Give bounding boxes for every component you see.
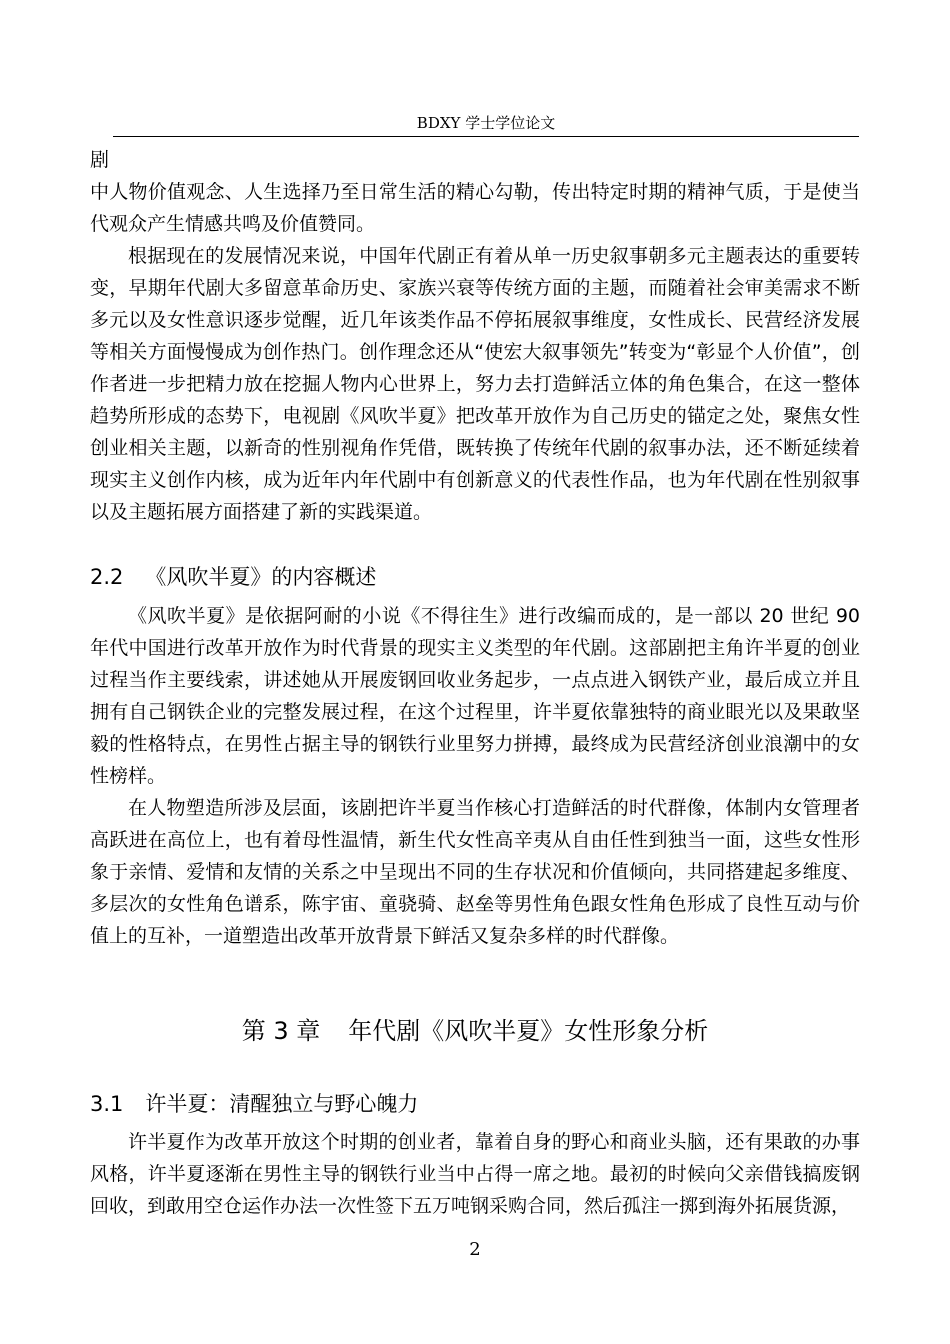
paragraph-xu-banxia: 许半夏作为改革开放这个时期的创业者，靠着自身的野心和商业头脑，还有果敢的办事风格，许半夏逐渐在男性主导的钢铁行业当中占得一席之地。最初的时候向父亲借钱搞废钢回收，到敢用空仓运作办法一次性签下五万吨钢采购合同，然后孤注一掷到海外拓展货源， [90, 1131, 860, 1217]
running-header [113, 112, 859, 137]
section-title: 《风吹半夏》的内容概述 [145, 565, 377, 589]
section-heading-3-1 [90, 1090, 418, 1118]
section-title: 许半夏：清醒独立与野心魄力 [145, 1092, 419, 1116]
page-number: 2 [469, 1239, 481, 1260]
chapter-number: 第 3 章 [241, 1017, 321, 1045]
section-number: 2.2 [90, 565, 124, 589]
paragraph-character-portrayal: 在人物塑造所涉及层面，该剧把许半夏当作核心打造鲜活的时代群像，体制内女管理者高跃进在高位上，也有着母性温情，新生代女性高辛夷从自由任性到独当一面，这些女性形象于亲情、爱情和友情的关系之中呈现出不同的生存状况和价值倾向，共同搭建起多维度、多层次的女性角色谱系，陈宇宙、童骁骑、赵垒等男性角色跟女性角色形成了良性互动与价值上的互补，一道塑造出改革开放背景下鲜活又复杂多样的时代群像。 [90, 797, 860, 947]
paragraph-content-overview: 《风吹半夏》是依据阿耐的小说《不得往生》进行改编而成的，是一部以 20 世纪 90 年代中国进行改革开放作为时代背景的现实主义类型的年代剧。这部剧把主角许半夏的创业过程当作主要线索，讲述她从开展废钢回收业务起步，一点点进入钢铁产业，最后成立并且拥有自己钢铁企业的完整发展过程，在这个过程里，许半夏依靠独特的商业眼光以及果敢坚毅的性格特点，在男性占据主导的钢铁行业里努力拼搏，最终成为民营经济创业浪潮中的女性榜样。 [90, 605, 860, 787]
section-number: 3.1 [90, 1092, 124, 1116]
paragraph-fragment-top: 剧 [90, 149, 110, 171]
chapter-title: 年代剧《风吹半夏》女性形象分析 [348, 1017, 709, 1045]
chapter-heading [0, 1015, 950, 1047]
paragraph-development-trend: 根据现在的发展情况来说，中国年代剧正有着从单一历史叙事朝多元主题表达的重要转变，早期年代剧大多留意革命历史、家族兴衰等传统方面的主题，而随着社会审美需求不断多元以及女性意识逐步觉醒，近几年该类作品不停拓展叙事维度，女性成长、民营经济发展等相关方面慢慢成为创作热门。创作理念还从“使宏大叙事领先”转变为“彰显个人价值”，创作者进一步把精力放在挖掘人物内心世界上，努力去打造鲜活立体的角色集合，在这一整体趋势所形成的态势下，电视剧《风吹半夏》把改革开放作为自己历史的锚定之处，聚焦女性创业相关主题，以新奇的性别视角作凭借，既转换了传统年代剧的叙事办法，还不断延续着现实主义创作内核，成为近年内年代剧中有创新意义的代表性作品，也为年代剧在性别叙事以及主题拓展方面搭建了新的实践渠道。 [90, 245, 860, 523]
section-heading-2-2 [90, 563, 376, 591]
running-header-title: BDXY 学士学位论文 [416, 114, 556, 132]
paragraph-continuation: 中人物价值观念、人生选择乃至日常生活的精心勾勒，传出特定时期的精神气质，于是使当代观众产生情感共鸣及价值赞同。 [90, 181, 860, 235]
